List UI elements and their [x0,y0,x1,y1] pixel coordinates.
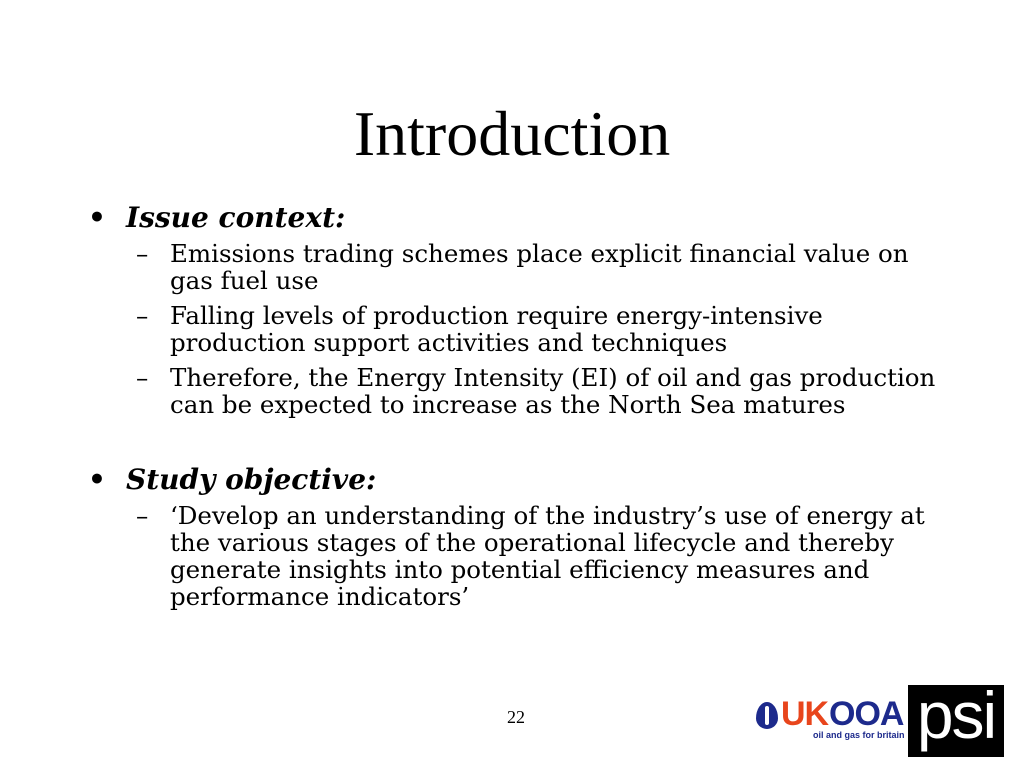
bullet-issue-context [88,200,948,236]
list-item: – ‘Develop an understanding of the industry’s use of energy at the various stages of the operational lifecycle and thereby generate insights into potential efficiency measures and performance indicators’ [136,501,925,611]
slide-title: Introduction [353,98,671,169]
page-number: 22 [507,707,525,727]
bullet-study-objective [88,462,948,498]
psi-logo: psi [908,685,1004,757]
bullet-dot: • [88,463,106,496]
slide-content [88,200,948,618]
list-item: – Emissions trading schemes place explicit financial value on gas fuel use [136,239,909,295]
oil-drop-icon [756,702,778,729]
list-item: – Therefore, the Energy Intensity (EI) of oil and gas production can be expected to increase as the North Sea matures [136,363,936,419]
ukooa-logo [755,692,905,744]
list-item: – Falling levels of production require energy-intensive production support activities and techniques [136,301,823,357]
ukooa-tagline: oil and gas for britain [813,730,905,740]
section-heading: Study objective: [126,463,377,496]
section-heading: Issue context: [126,201,346,234]
study-objective-list [88,502,948,610]
ukooa-logo-ooa: OOA [829,695,904,733]
issue-context-list [88,240,948,418]
ukooa-logo-uk: UK [781,695,829,733]
bullet-dot: • [88,201,106,234]
